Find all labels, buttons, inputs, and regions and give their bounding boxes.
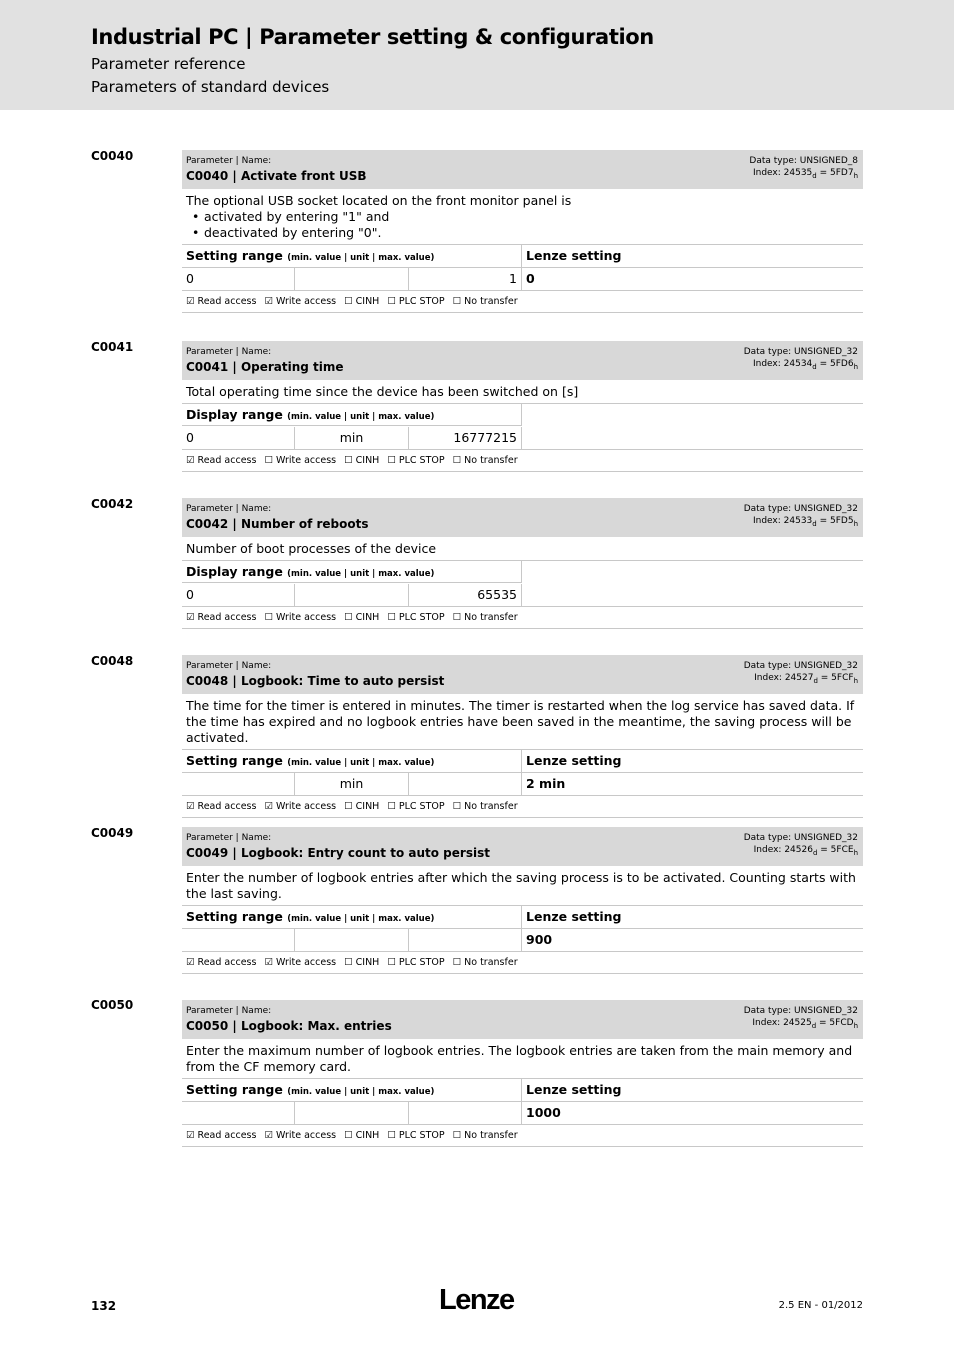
index-decimal: Index: 24527 xyxy=(754,673,814,683)
lenze-logo xyxy=(439,1284,517,1318)
document-version: 2.5 EN - 01/2012 xyxy=(778,1300,863,1311)
range-label-cell xyxy=(182,245,522,267)
parameter-header xyxy=(182,827,863,866)
range-label: Setting range xyxy=(186,248,283,263)
lenze-setting-value: 1000 xyxy=(526,1105,561,1120)
access-flag: ☑ Write access xyxy=(264,957,337,968)
lenze-setting-value xyxy=(522,427,863,449)
lenze-setting-label: Lenze setting xyxy=(526,753,622,768)
access-flag: ☑ Write access xyxy=(264,1130,337,1141)
access-flag: ☐ PLC STOP xyxy=(387,957,445,968)
parameter-block xyxy=(182,498,863,629)
access-row xyxy=(182,607,863,629)
access-flag: ☐ CINH xyxy=(344,296,380,307)
data-type: Data type: UNSIGNED_32 xyxy=(743,661,858,671)
range-value-row xyxy=(182,427,863,450)
range-header-row xyxy=(182,404,863,427)
access-flag: ☑ Read access xyxy=(186,455,257,466)
parameter-name-label: Parameter | Name: xyxy=(186,1006,272,1016)
access-flag: ☐ PLC STOP xyxy=(387,1130,445,1141)
range-value-row xyxy=(182,268,863,291)
parameter-description xyxy=(182,866,863,906)
access-flag: ☐ PLC STOP xyxy=(387,455,445,466)
parameter-description xyxy=(182,189,863,245)
access-flag: ☐ PLC STOP xyxy=(387,296,445,307)
range-header-row xyxy=(182,1079,863,1102)
lenze-setting-value: 900 xyxy=(526,932,553,947)
access-flag: ☐ CINH xyxy=(344,957,380,968)
index-decimal: Index: 24534 xyxy=(752,359,813,369)
range-header-row xyxy=(182,906,863,929)
index-decimal: Index: 24526 xyxy=(753,845,813,855)
description-text: Enter the number of logbook entries after which the saving process is to be activated. Counting starts with the last saving. xyxy=(186,870,856,901)
parameter-name-label: Parameter | Name: xyxy=(186,156,272,166)
range-hint: (min. value | unit | max. value) xyxy=(287,914,435,924)
access-row xyxy=(182,796,863,818)
access-row xyxy=(182,450,863,472)
parameter-code: C0050 xyxy=(91,998,134,1012)
access-flag: ☐ CINH xyxy=(344,1130,380,1141)
max-value: 16777215 xyxy=(409,427,522,449)
range-label: Setting range xyxy=(186,753,283,768)
access-flag: ☐ Write access xyxy=(264,455,337,466)
parameter-header xyxy=(182,150,863,189)
range-label-cell xyxy=(182,404,522,426)
parameter-block xyxy=(182,341,863,472)
page-header xyxy=(0,0,954,110)
lenze-setting-label: Lenze setting xyxy=(526,248,622,263)
max-value xyxy=(409,773,522,795)
access-flag: ☐ No transfer xyxy=(452,612,518,623)
range-value-row xyxy=(182,1102,863,1125)
access-row xyxy=(182,1125,863,1147)
range-label: Setting range xyxy=(186,1082,283,1097)
min-value: 0 xyxy=(182,268,295,290)
access-flag: ☑ Write access xyxy=(264,296,337,307)
index-hex: = 5FCF xyxy=(817,673,854,683)
index-hex: = 5FCD xyxy=(816,1018,854,1028)
access-flag: ☐ CINH xyxy=(344,612,380,623)
access-flag: ☑ Read access xyxy=(186,801,257,812)
range-label-cell xyxy=(182,906,522,928)
lenze-setting-value: 2 min xyxy=(526,776,566,791)
access-flag: ☐ No transfer xyxy=(452,801,518,812)
data-type: Data type: UNSIGNED_8 xyxy=(749,156,858,166)
unit-value xyxy=(295,1102,409,1124)
parameter-description xyxy=(182,1039,863,1079)
index-hex: = 5FCE xyxy=(817,845,854,855)
list-item: • activated by entering "1" and xyxy=(186,209,859,225)
access-flag: ☑ Read access xyxy=(186,957,257,968)
min-value xyxy=(182,773,295,795)
lenze-setting-label: Lenze setting xyxy=(526,909,622,924)
access-flag: ☑ Read access xyxy=(186,296,257,307)
access-flag: ☐ PLC STOP xyxy=(387,801,445,812)
parameter-description xyxy=(182,694,863,750)
lenze-logo-text: Lenze xyxy=(439,1284,514,1314)
parameter-code: C0048 xyxy=(91,654,134,668)
description-text: Total operating time since the device has been switched on [s] xyxy=(186,384,579,399)
range-value-row xyxy=(182,584,863,607)
index-decimal: Index: 24525 xyxy=(752,1018,812,1028)
access-flag: ☐ CINH xyxy=(344,455,380,466)
parameter-name: C0049 | Logbook: Entry count to auto persist xyxy=(186,846,490,860)
range-value-row xyxy=(182,773,863,796)
unit-value xyxy=(295,584,409,606)
range-label-cell xyxy=(182,561,522,583)
parameter-header xyxy=(182,1000,863,1039)
description-text: Enter the maximum number of logbook entries. The logbook entries are taken from the main memory and from the CF memory card. xyxy=(186,1043,853,1074)
max-value: 65535 xyxy=(409,584,522,606)
index-decimal: Index: 24535 xyxy=(752,168,813,178)
min-value xyxy=(182,1102,295,1124)
range-label-cell xyxy=(182,750,522,772)
range-label-cell xyxy=(182,1079,522,1101)
range-header-row xyxy=(182,245,863,268)
parameter-name-label: Parameter | Name: xyxy=(186,504,272,514)
index-hex: = 5FD6 xyxy=(816,359,854,369)
max-value: 1 xyxy=(409,268,522,290)
unit-value xyxy=(295,929,409,951)
range-hint: (min. value | unit | max. value) xyxy=(287,1087,435,1097)
access-flag: ☑ Read access xyxy=(186,1130,257,1141)
index-hex: = 5FD5 xyxy=(816,516,854,526)
parameter-code: C0040 xyxy=(91,149,134,163)
parameter-header xyxy=(182,341,863,380)
parameter-name: C0050 | Logbook: Max. entries xyxy=(186,1019,392,1033)
parameter-index: Index: $24534_d = 5FD6_h$ xyxy=(752,359,858,371)
access-flag: ☐ No transfer xyxy=(452,957,518,968)
data-type: Data type: UNSIGNED_32 xyxy=(743,1006,858,1016)
access-row xyxy=(182,291,863,313)
range-label: Display range xyxy=(186,564,283,579)
access-flag: ☑ Write access xyxy=(264,801,337,812)
parameter-index: Index: $24527_d = 5FCF_h$ xyxy=(754,673,858,685)
parameter-code: C0041 xyxy=(91,340,134,354)
parameter-description xyxy=(182,380,863,404)
access-flag: ☑ Read access xyxy=(186,612,257,623)
min-value: 0 xyxy=(182,584,295,606)
parameter-block xyxy=(182,1000,863,1147)
parameter-name: C0042 | Number of reboots xyxy=(186,517,369,531)
lenze-setting-label: Lenze setting xyxy=(526,1082,622,1097)
description-text: The time for the timer is entered in minutes. The timer is restarted when the log service has saved data. If the time has expired and no logbook entries have been saved in the meantime, the saving process will be activated. xyxy=(186,698,855,745)
parameter-block xyxy=(182,150,863,313)
lenze-setting-value xyxy=(522,584,863,606)
range-hint: (min. value | unit | max. value) xyxy=(287,758,435,768)
parameter-name: C0041 | Operating time xyxy=(186,360,344,374)
data-type: Data type: UNSIGNED_32 xyxy=(743,347,858,357)
parameter-code: C0049 xyxy=(91,826,134,840)
parameter-description xyxy=(182,537,863,561)
parameter-index: Index: $24533_d = 5FD5_h$ xyxy=(752,516,858,528)
min-value: 0 xyxy=(182,427,295,449)
parameter-header xyxy=(182,655,863,694)
parameter-name-label: Parameter | Name: xyxy=(186,833,272,843)
section-title: Parameter reference xyxy=(91,55,246,73)
page-title: Industrial PC | Parameter setting & configuration xyxy=(91,25,654,49)
index-hex: = 5FD7 xyxy=(816,168,854,178)
access-flag: ☐ No transfer xyxy=(452,455,518,466)
range-header-row xyxy=(182,561,863,584)
data-type: Data type: UNSIGNED_32 xyxy=(743,833,858,843)
access-row xyxy=(182,952,863,974)
lenze-setting-value: 0 xyxy=(526,271,535,286)
list-item: • deactivated by entering "0". xyxy=(186,225,859,241)
parameter-name-label: Parameter | Name: xyxy=(186,661,272,671)
min-value xyxy=(182,929,295,951)
range-hint: (min. value | unit | max. value) xyxy=(287,253,435,263)
unit-value: min xyxy=(295,773,409,795)
parameter-name-label: Parameter | Name: xyxy=(186,347,272,357)
range-label: Display range xyxy=(186,407,283,422)
range-label: Setting range xyxy=(186,909,283,924)
parameter-name: C0048 | Logbook: Time to auto persist xyxy=(186,674,445,688)
index-decimal: Index: 24533 xyxy=(752,516,813,526)
parameter-block xyxy=(182,827,863,974)
parameter-block xyxy=(182,655,863,818)
parameter-index: Index: $24525_d = 5FCD_h$ xyxy=(752,1018,858,1030)
parameter-code: C0042 xyxy=(91,497,134,511)
parameter-index: Index: $24526_d = 5FCE_h$ xyxy=(753,845,858,857)
unit-value: min xyxy=(295,427,409,449)
parameter-header xyxy=(182,498,863,537)
range-hint: (min. value | unit | max. value) xyxy=(287,569,435,579)
page-number: 132 xyxy=(91,1299,117,1313)
subsection-title: Parameters of standard devices xyxy=(91,78,330,96)
option-list xyxy=(186,209,859,241)
data-type: Data type: UNSIGNED_32 xyxy=(743,504,858,514)
access-flag: ☐ No transfer xyxy=(452,1130,518,1141)
description-text: The optional USB socket located on the front monitor panel is xyxy=(186,193,572,208)
range-header-row xyxy=(182,750,863,773)
max-value xyxy=(409,929,522,951)
parameter-index: Index: $24535_d = 5FD7_h$ xyxy=(752,168,858,180)
access-flag: ☐ CINH xyxy=(344,801,380,812)
range-hint: (min. value | unit | max. value) xyxy=(287,412,435,422)
access-flag: ☐ No transfer xyxy=(452,296,518,307)
parameter-name: C0040 | Activate front USB xyxy=(186,169,367,183)
access-flag: ☐ PLC STOP xyxy=(387,612,445,623)
unit-value xyxy=(295,268,409,290)
access-flag: ☐ Write access xyxy=(264,612,337,623)
range-value-row xyxy=(182,929,863,952)
description-text: Number of boot processes of the device xyxy=(186,541,437,556)
max-value xyxy=(409,1102,522,1124)
